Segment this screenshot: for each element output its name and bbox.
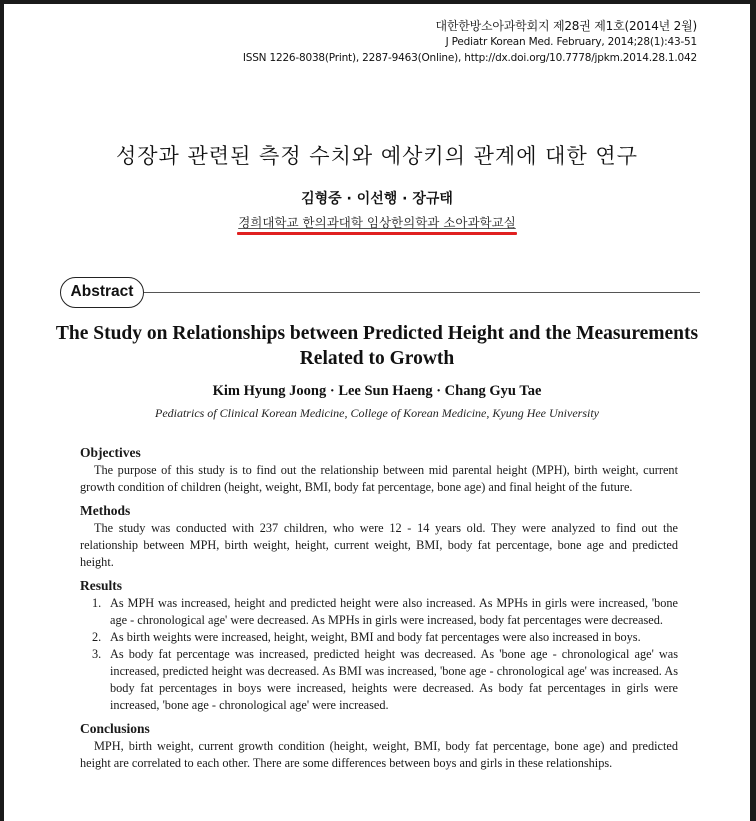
red-highlight-underline — [237, 232, 517, 235]
result-item-1 — [80, 595, 678, 629]
result-number: 3. — [92, 647, 102, 661]
objectives-heading: Objectives — [80, 445, 141, 460]
conclusions-text: MPH, birth weight, current growth condition (height, weight, BMI, body fat percentage, bone age) and predicted height are correlated to each other. There are some differences between boys and girls in these relationships. — [80, 739, 678, 770]
methods-text: The study was conducted with 237 children, who were 12 - 14 years old. They were analyzed to find out the relationship between MPH, birth weight, height, current weight, BMI, body fat percentage, bone age and predicted height. — [80, 521, 678, 569]
results-list — [80, 595, 678, 714]
korean-affiliation-text: 경희대학교 한의과대학 임상한의학과 소아과학교실 — [238, 215, 516, 230]
english-affiliation: Pediatrics of Clinical Korean Medicine, College of Korean Medicine, Kyung Hee University — [154, 406, 599, 420]
english-title — [44, 321, 710, 371]
result-item-2 — [80, 629, 678, 646]
results-heading: Results — [80, 578, 123, 593]
result-number: 2. — [92, 630, 102, 644]
english-authors: Kim Hyung Joong · Lee Sun Haeng · Chang Gyu Tae — [212, 383, 542, 399]
korean-title: 성장과 관련된 측정 수치와 예상키의 관계에 대한 연구 — [115, 144, 639, 168]
result-text: As MPH was increased, height and predicted height were also increased. As MPHs in girls were increased, 'bone age - chronological age' were decreased. As MPHs in girls were increased, body fat percentages were decreased. — [110, 596, 678, 627]
result-item-3 — [80, 646, 678, 714]
abstract-label: Abstract — [60, 277, 144, 308]
english-title-line2: Related to Growth — [299, 348, 455, 369]
journal-citation: J Pediatr Korean Med. February, 2014;28(1):43-51 — [445, 36, 697, 48]
conclusions-heading: Conclusions — [80, 721, 150, 736]
journal-issn-doi: ISSN 1226-8038(Print), 2287-9463(Online), http://dx.doi.org/10.7778/jpkm.2014.28.1.042 — [242, 52, 697, 64]
english-title-line1: The Study on Relationships between Predicted Height and the Measurements — [55, 323, 699, 344]
methods-heading: Methods — [80, 503, 131, 518]
result-text: As body fat percentage was increased, predicted height was decreased. As 'bone age - chronological age' was increased, predicted height was decreased. As BMI was increased, 'bone age - chronological age' was increased. As body fat percentages in boys were increased, heights were decreased. As body fat percentages in girls were increased, 'bone age - chronological age' were increased. — [110, 647, 678, 712]
korean-affiliation — [4, 213, 750, 231]
journal-name-korean: 대한한방소아과학회지 제28권 제1호(2014년 2월) — [435, 19, 697, 33]
result-number: 1. — [92, 596, 102, 610]
journal-header — [243, 18, 697, 66]
abstract-body — [80, 444, 678, 778]
paper-page — [4, 4, 750, 821]
abstract-divider — [144, 292, 700, 293]
result-text: As birth weights were increased, height, weight, BMI and body fat percentages were also increased in boys. — [110, 630, 641, 644]
objectives-text: The purpose of this study is to find out the relationship between mid parental height (MPH), birth weight, current growth condition of children (height, weight, BMI, body fat percentage, bone age) and final height of the future. — [80, 463, 678, 494]
korean-authors: 김형중 · 이선행 · 장규태 — [301, 191, 453, 207]
